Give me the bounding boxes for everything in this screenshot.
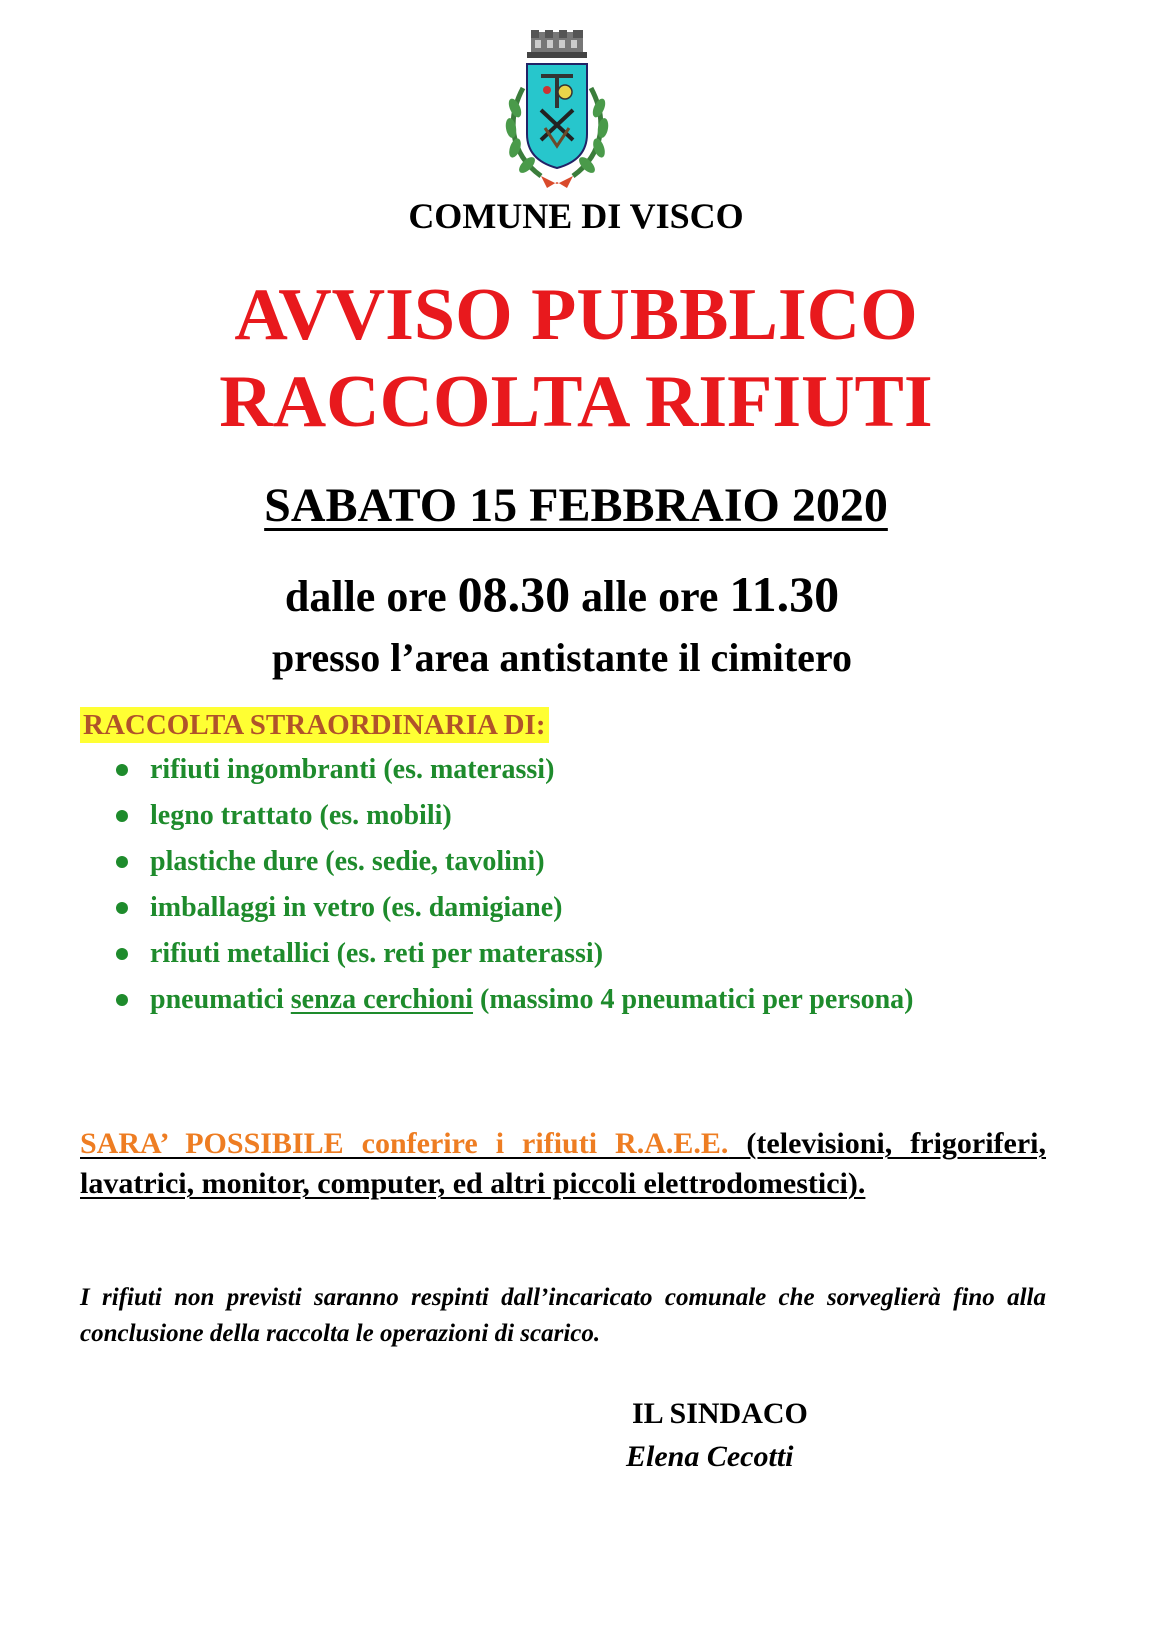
bullet-icon xyxy=(116,902,128,914)
rejection-note: I rifiuti non previsti saranno respinti dall’incaricato comunale che sorveglierà fino alla conclusione della raccolta le operazioni di scarico. xyxy=(80,1284,1046,1347)
signature-role: IL SINDACO xyxy=(632,1397,808,1430)
pneumatici-underlined: senza cerchioni xyxy=(290,984,474,1015)
list-item xyxy=(116,750,1046,790)
hours-prefix: dalle ore xyxy=(284,572,458,621)
hours-start: 08.30 xyxy=(457,566,571,622)
title-raccolta-rifiuti: RACCOLTA RIFIUTI xyxy=(219,361,933,443)
raee-paragraph xyxy=(80,1124,1046,1204)
comune-name: COMUNE DI VISCO xyxy=(408,196,744,236)
pneumatici-post: (massimo 4 pneumatici per persona) xyxy=(473,984,914,1015)
list-item xyxy=(116,934,1046,974)
bullet-icon xyxy=(116,856,128,868)
bullet-icon xyxy=(116,948,128,960)
comune-crest-emblem xyxy=(501,28,613,190)
list-item-text: imballaggi in vetro (es. damigiane) xyxy=(150,892,563,923)
raccolta-list xyxy=(116,750,1046,1026)
hours-end: 11.30 xyxy=(729,566,840,622)
hours-mid: alle ore xyxy=(570,572,730,621)
title-avviso-pubblico: AVVISO PUBBLICO xyxy=(234,274,918,356)
event-date-text: SABATO 15 FEBBRAIO 2020 xyxy=(264,479,888,532)
bullet-icon xyxy=(116,994,128,1006)
bullet-icon xyxy=(116,764,128,776)
list-item-pneumatici xyxy=(116,980,1046,1020)
list-item-text: rifiuti ingombranti (es. materassi) xyxy=(150,754,555,785)
list-item xyxy=(116,842,1046,882)
list-item xyxy=(116,796,1046,836)
pneumatici-pre: pneumatici xyxy=(150,984,291,1015)
bullet-icon xyxy=(116,810,128,822)
list-item-text: rifiuti metallici (es. reti per materassi) xyxy=(150,938,604,969)
event-date xyxy=(0,478,1152,533)
raee-black-text: (televisioni, frigoriferi, lavatrici, monitor, computer, ed altri piccoli elettrodomestici). xyxy=(80,1127,1047,1200)
raccolta-heading: RACCOLTA STRAORDINARIA DI: xyxy=(80,707,549,743)
list-item-text: legno trattato (es. mobili) xyxy=(150,800,452,831)
raee-orange-text: SARA’ POSSIBILE conferire i rifiuti R.A.E.E. xyxy=(80,1127,729,1160)
list-item xyxy=(116,888,1046,928)
event-hours xyxy=(0,565,1138,623)
signature-name: Elena Cecotti xyxy=(626,1440,794,1473)
event-place: presso l’area antistante il cimitero xyxy=(272,635,852,680)
list-item-text: plastiche dure (es. sedie, tavolini) xyxy=(150,846,545,877)
